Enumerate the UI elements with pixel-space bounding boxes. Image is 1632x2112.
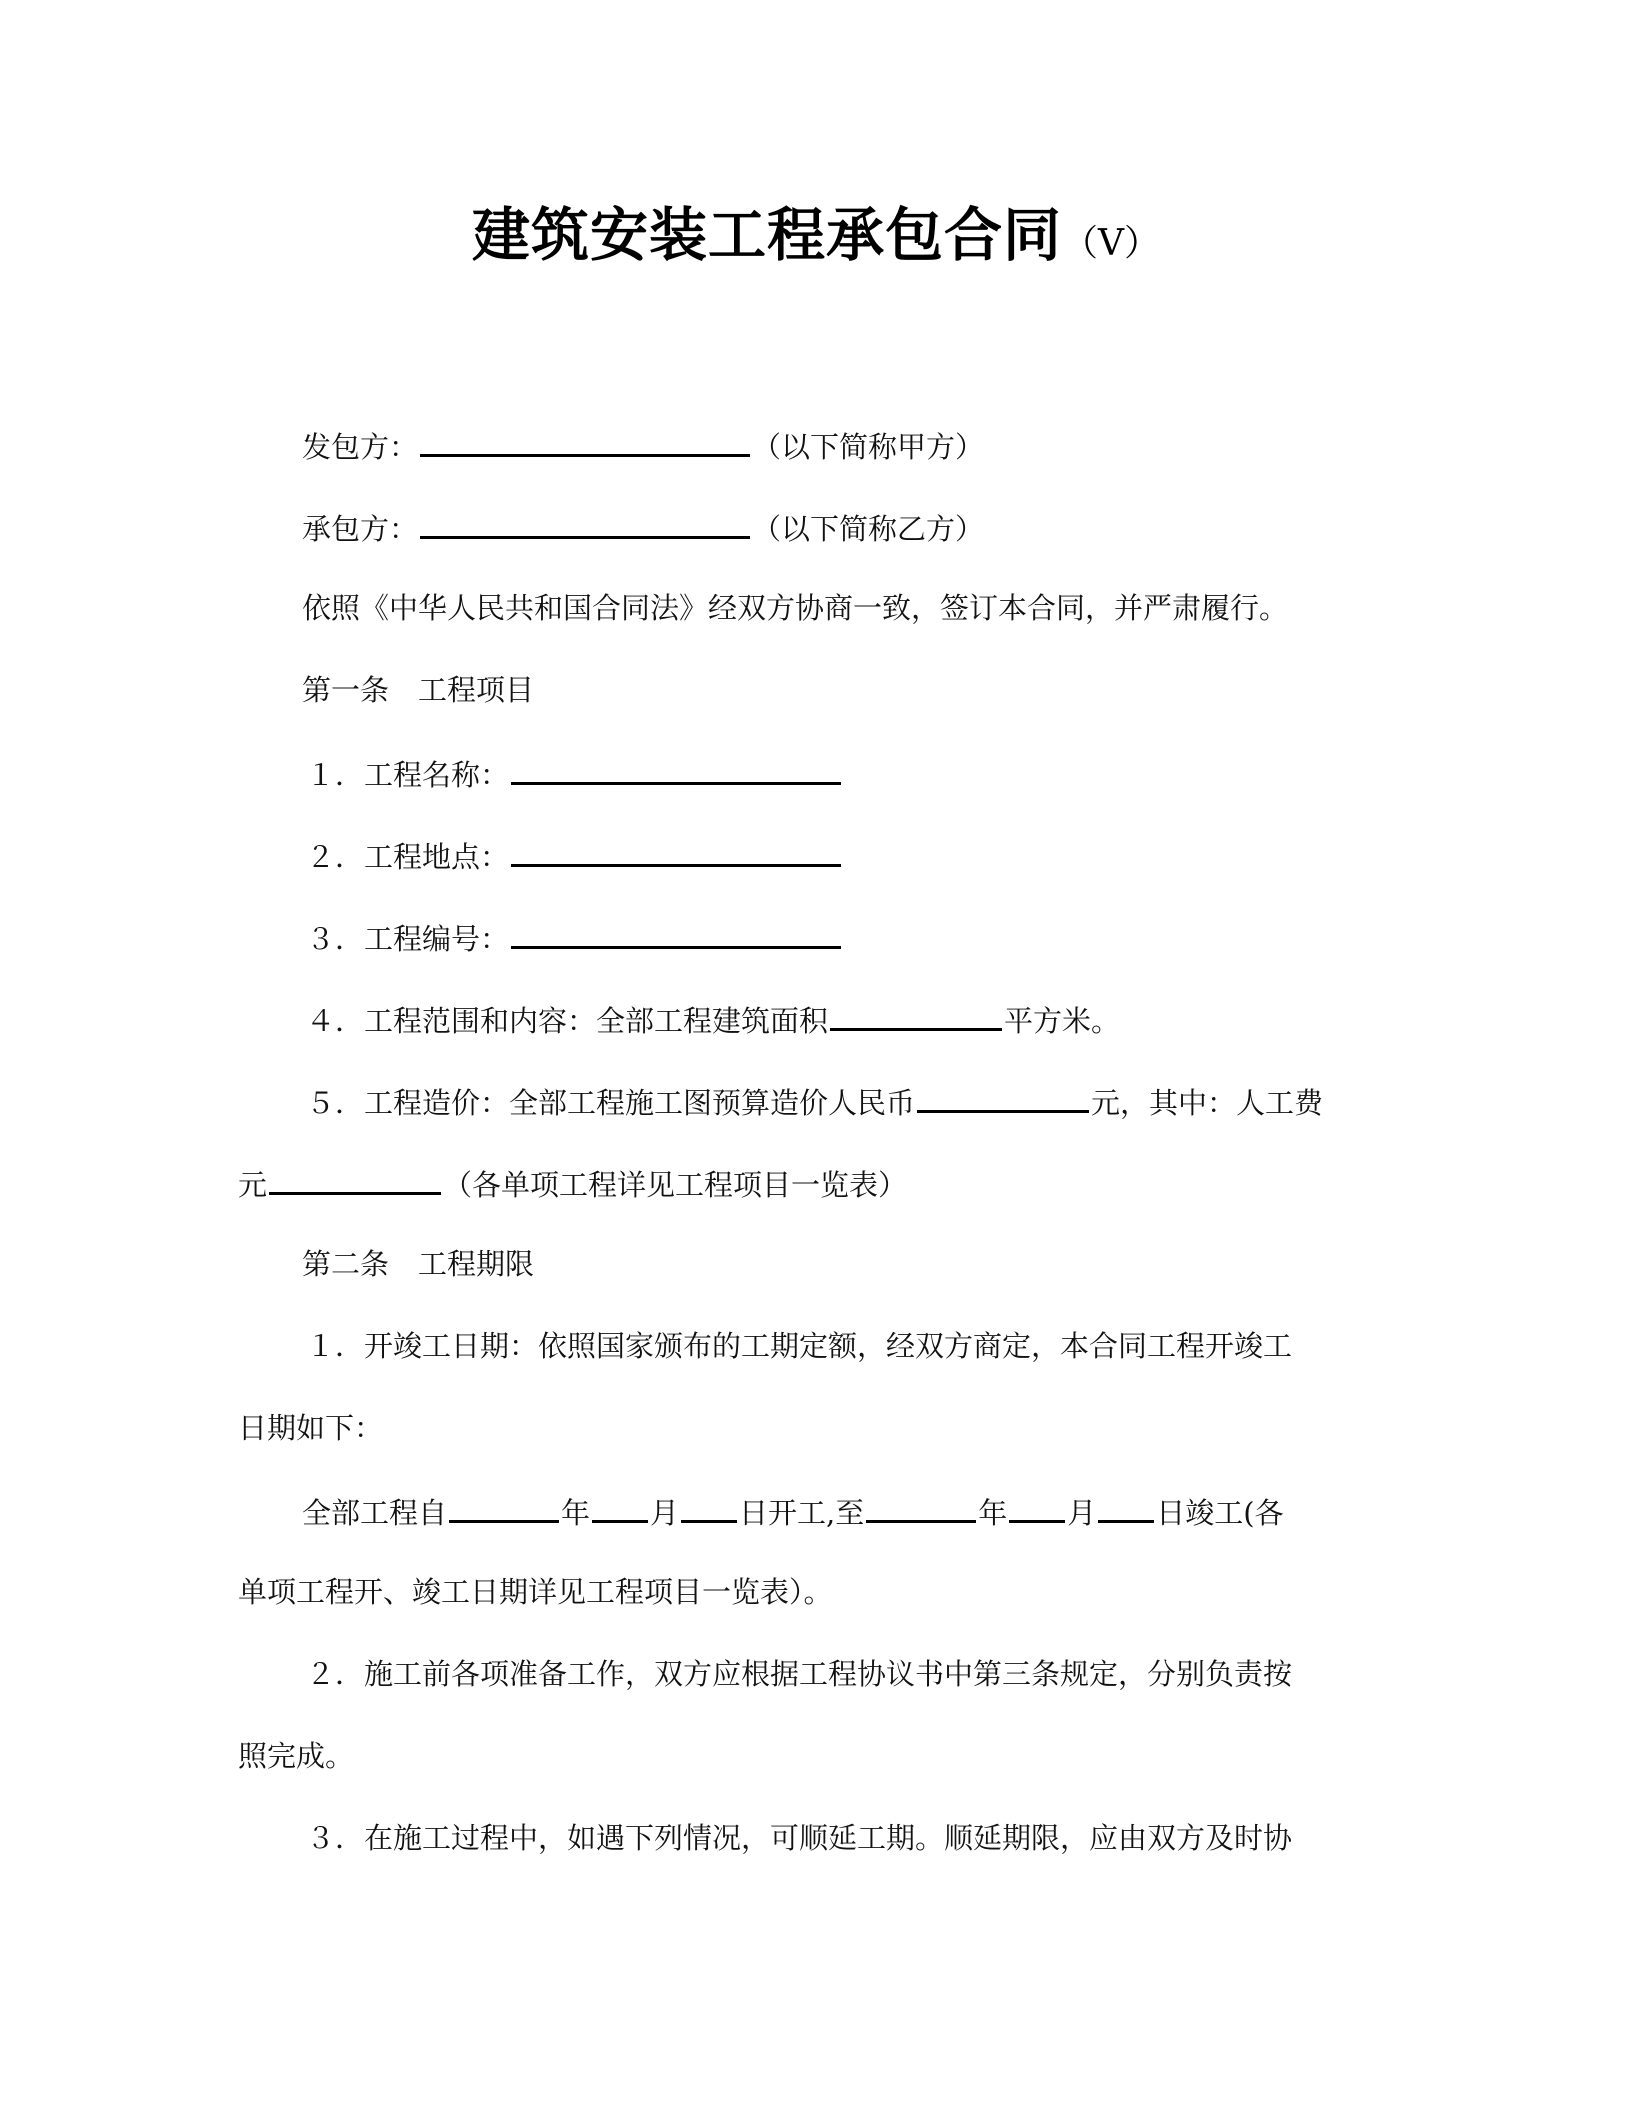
party-a-label: 发包方： — [302, 430, 419, 464]
end-suffix: 日竣工(各 — [1156, 1496, 1284, 1530]
end-month-field[interactable] — [1009, 1490, 1065, 1523]
party-b-label: 承包方： — [302, 512, 419, 546]
project-location-label: ２．工程地点： — [306, 840, 510, 874]
end-year-label: 年 — [978, 1496, 1008, 1530]
title-text: 建筑安装工程承包合同 — [471, 201, 1062, 269]
party-a-field[interactable] — [420, 424, 750, 457]
cost-field[interactable] — [917, 1080, 1089, 1113]
article1-item5-line2 — [238, 1162, 907, 1205]
area-field[interactable] — [830, 998, 1002, 1031]
article2-item3-line1: ３．在施工过程中，如遇下列情况，可顺延工期。顺延期限，应由双方及时协 — [306, 1821, 1293, 1855]
labor-note: （各单项工程详见工程项目一览表） — [443, 1168, 908, 1202]
cost-mid: 元，其中：人工费 — [1091, 1086, 1324, 1120]
end-day-field[interactable] — [1098, 1490, 1154, 1523]
party-b-note: （以下简称乙方） — [752, 512, 985, 546]
article2-item1-line1: １．开竣工日期：依照国家颁布的工期定额，经双方商定，本合同工程开竣工 — [306, 1329, 1293, 1363]
start-month-field[interactable] — [592, 1490, 648, 1523]
article1-item1 — [306, 752, 843, 795]
schedule-row — [302, 1490, 1284, 1533]
article2-item1-line2: 日期如下： — [238, 1411, 384, 1445]
scope-label: ４．工程范围和内容：全部工程建筑面积 — [306, 1004, 829, 1038]
preamble: 依照《中华人民共和国合同法》经双方协商一致，签订本合同，并严肃履行。 — [302, 591, 1289, 625]
article1-heading: 第一条 工程项目 — [302, 673, 535, 707]
article1-item5 — [306, 1080, 1323, 1123]
start-year-field[interactable] — [449, 1490, 559, 1523]
party-b-row — [302, 506, 984, 549]
schedule-prefix: 全部工程自 — [302, 1496, 448, 1530]
project-number-label: ３．工程编号： — [306, 922, 510, 956]
area-unit: 平方米。 — [1004, 1004, 1121, 1038]
article2-item2-line1: ２．施工前各项准备工作，双方应根据工程协议书中第三条规定，分别负责按 — [306, 1657, 1293, 1691]
cost-label: ５．工程造价：全部工程施工图预算造价人民币 — [306, 1086, 916, 1120]
article2-heading: 第二条 工程期限 — [302, 1247, 535, 1281]
start-month-label: 月 — [650, 1496, 680, 1530]
start-year-label: 年 — [561, 1496, 591, 1530]
project-location-field[interactable] — [511, 834, 841, 867]
party-b-field[interactable] — [420, 506, 750, 539]
title-suffix: （V） — [1062, 223, 1160, 264]
article1-item3 — [306, 916, 843, 959]
project-name-label: １．工程名称： — [306, 758, 510, 792]
document-title — [0, 188, 1632, 272]
project-number-field[interactable] — [511, 916, 841, 949]
labor-cost-field[interactable] — [269, 1162, 441, 1195]
article1-item4 — [306, 998, 1120, 1041]
schedule-line2: 单项工程开、竣工日期详见工程项目一览表）。 — [238, 1575, 833, 1609]
labor-prefix: 元 — [238, 1168, 268, 1202]
article2-item2-line2: 照完成。 — [238, 1739, 355, 1773]
start-day-field[interactable] — [681, 1490, 737, 1523]
end-month-label: 月 — [1067, 1496, 1097, 1530]
project-name-field[interactable] — [511, 752, 841, 785]
article1-item2 — [306, 834, 843, 877]
party-a-note: （以下简称甲方） — [752, 430, 985, 464]
start-suffix: 日开工,至 — [739, 1496, 865, 1530]
party-a-row — [302, 424, 984, 467]
end-year-field[interactable] — [866, 1490, 976, 1523]
